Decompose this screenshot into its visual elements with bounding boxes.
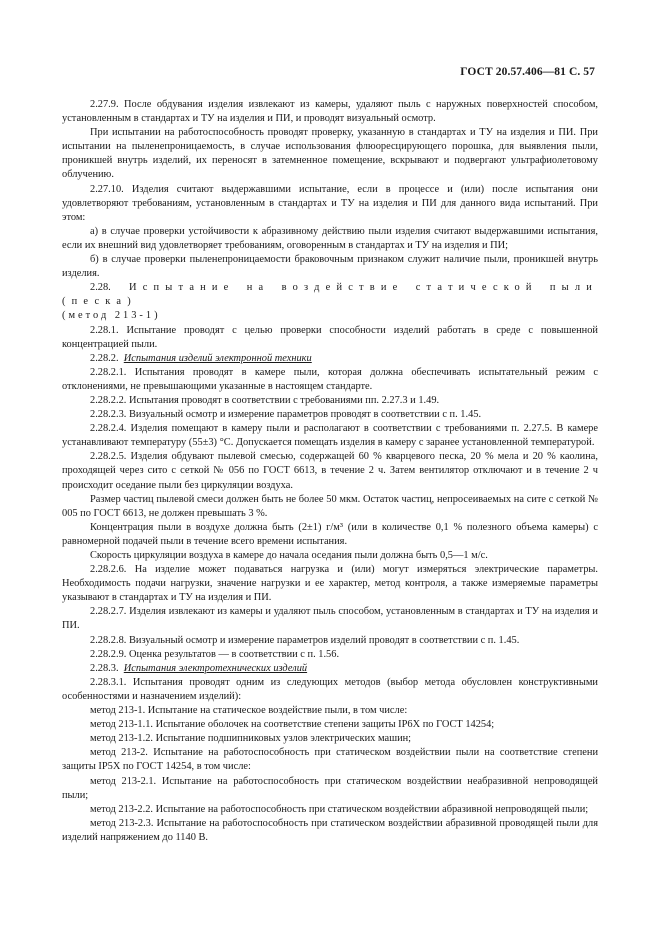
paragraph: При испытании на работоспособность проводят проверку, указанную в стандартах и ТУ на изделия и ПИ. При испытании на пыленепроницаемость, в случае использования флюоресцирующего порошка, для выявления пыли, проникшей внутрь изделий, их переносят в затемненное помещение, вскрывают и подвергают ультрафиолетовому облучению. [62,127,598,181]
paragraph: 2.28.2.9. Оценка результатов — в соответствии с п. 1.56. [90,648,340,660]
paragraph: б) в случае проверки пыленепроницаемости браковочным признаком служит наличие пыли, проникшей внутрь изделия. [62,254,598,280]
paragraph: Концентрация пыли в воздухе должна быть (2±1) г/м³ (или в количестве 0,1 % полезного объема камеры) с равномерной подачей пыли в течение всего времени испытания. [62,521,598,547]
list-item: метод 213-2.2. Испытание на работоспособность при статическом воздействии абразивной непроводящей пыли; [90,803,589,815]
paragraph: 2.28.2.4. Изделия помещают в камеру пыли и располагают в соответствии с требованиями п. 2.27.5. В камере устанавливают температуру (55±3) °С. Допускается помещать изделия в камеру с заранее установленной температурой. [62,423,598,449]
paragraph: 2.28.2.8. Визуальный осмотр и измерение параметров изделий проводят в соответствии с п. 1.45. [90,634,520,646]
page-header: ГОСТ 20.57.406—81 С. 57 [460,66,595,78]
paragraph: 2.28.2.6. На изделие может подаваться нагрузка и (или) могут измеряться электрические параметры. Необходимость подачи нагрузки, значение нагрузки и ее характер, метод контроля, а также измеряемые параметры указывают в стандартах и ТУ на изделия и ПИ. [62,564,598,604]
paragraph: Размер частиц пылевой смеси должен быть не более 50 мкм. Остаток частиц, непросеиваемых на сите с сеткой № 005 по ГОСТ 6613, не должен превышать 3 %. [62,493,598,519]
subsection-heading: 2.28.3. Испытания электротехнических изделий [90,662,308,674]
section-heading [62,281,598,309]
paragraph: 2.28.2.1. Испытания проводят в камере пыли, которая должна обеспечивать испытательный режим с отклонениями, не превышающими указанные в настоящем стандарте. [62,366,598,392]
subsection-heading: 2.28.2. Испытания изделий электронной техники [90,352,312,364]
paragraph: 2.28.2.2. Испытания проводят в соответствии с требованиями пп. 2.27.3 и 1.49. [90,394,440,406]
section-number: 2.28. [90,282,111,294]
document-body [62,98,598,845]
paragraph: Скорость циркуляции воздуха в камере до начала оседания пыли должна быть 0,5—1 м/с. [90,550,488,561]
paragraph: 2.28.2.3. Визуальный осмотр и измерение параметров проводят в соответствии с п. 1.45. [90,409,482,421]
subsection-title: Испытания электротехнических изделий [123,662,308,674]
subsection-title: Испытания изделий электронной техники [123,352,312,364]
paragraph: 2.27.10. Изделия считают выдержавшими испытание, если в процессе и (или) после испытания они удовлетворяют требованиям, установленным в стандартах и ТУ на изделия и ПИ для данного вида испытаний. При этом: [62,183,598,223]
paragraph: 2.28.2.7. Изделия извлекают из камеры и удаляют пыль способом, установленным в стандартах и ТУ на изделия и ПИ. [62,606,598,632]
paragraph: 2.28.2.5. Изделия обдувают пылевой смесью, содержащей 60 % кварцевого песка, 20 % мела и 20 % каолина, проходящей через сито с сеткой № 056 по ГОСТ 6613, в течение 2 ч. Затем вентилятор отключают и в течение 2 ч происходит оседание пыли без циркуляции воздуха. [62,451,598,491]
list-item: метод 213-2.1. Испытание на работоспособность при статическом воздействии неабразивной непроводящей пыли; [62,775,598,801]
list-item: метод 213-1.2. Испытание подшипниковых узлов электрических машин; [90,733,412,745]
list-item: метод 213-2. Испытание на работоспособность при статическом воздействии пыли на соответствие степени защиты IP5X по ГОСТ 14254, в том числе: [62,747,598,773]
paragraph: 2.28.1. Испытание проводят с целью проверки способности изделий работать в среде с повышенной концентрацией пыли. [62,324,598,350]
list-item: метод 213-2.3. Испытание на работоспособность при статическом воздействии абразивной проводящей пыли для изделий напряжением до 1140 В. [62,817,598,843]
section-title: Испытание на воздействие статической пыли (песка) [62,282,598,308]
list-item: метод 213-1.1. Испытание оболочек на соответствие степени защиты IP6X по ГОСТ 14254; [90,719,495,731]
paragraph: а) в случае проверки устойчивости к абразивному действию пыли изделия считают выдержавшими испытания, если их внешний вид удовлетворяет требованиям, оговоренным в стандартах и ТУ на изделия и ПИ; [62,225,598,251]
list-item: метод 213-1. Испытание на статическое воздействие пыли, в том числе: [90,705,408,717]
paragraph: 2.28.3.1. Испытания проводят одним из следующих методов (выбор метода обусловлен конструктивными особенностями и назначением изделий): [62,676,598,702]
paragraph: 2.27.9. После обдувания изделия извлекают из камеры, удаляют пыль с наружных поверхностей способом, установленным в стандартах и ТУ на изделия и ПИ, и проводят визуальный осмотр. [62,99,598,125]
section-method: (метод 213-1) [62,310,161,322]
